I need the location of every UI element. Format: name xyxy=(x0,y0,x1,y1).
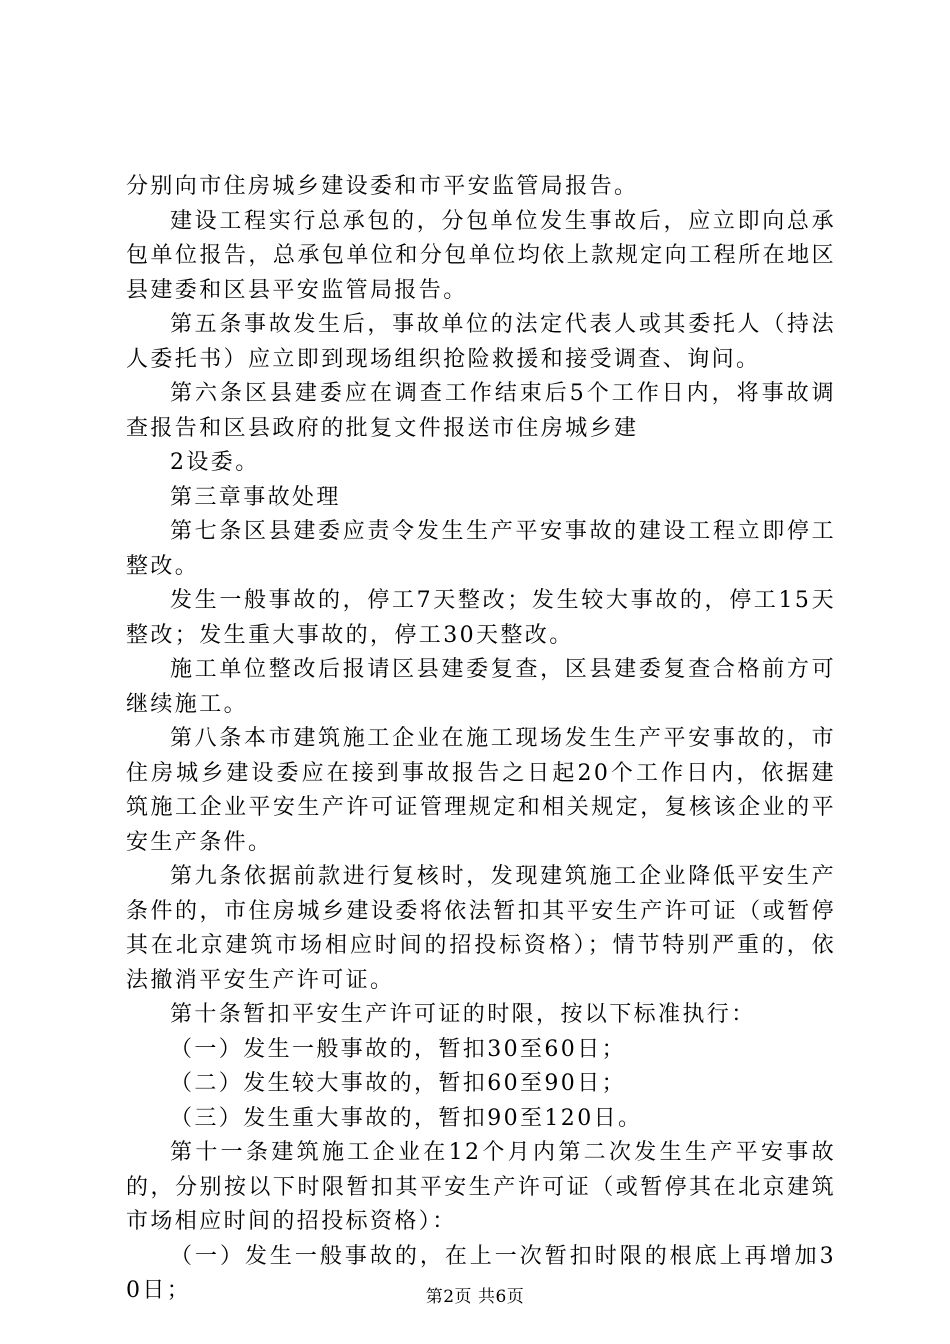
paragraph-12: 第十条暂扣平安生产许可证的时限，按以下标准执行： xyxy=(170,1002,756,1027)
paragraph-11: 第九条依据前款进行复核时，发现建筑施工企业降低平安生产条件的，市住房城乡建设委将依法暂扣其平安生产许可证（或暂停其在北京建筑市场相应时间的招投标资格）；情节特别严重的，依法撤消平安生产许可证。 xyxy=(126,864,836,993)
paragraph-1: 分别向市住房城乡建设委和市平安监管局报告。 xyxy=(126,174,639,199)
paragraph-9: 施工单位整改后报请区县建委复查，区县建委复查合格前方可继续施工。 xyxy=(126,657,836,717)
paragraph-3: 第五条事故发生后，事故单位的法定代表人或其委托人（持法人委托书）应立即到现场组织抢险救援和接受调查、询问。 xyxy=(126,312,836,372)
paragraph-10: 第八条本市建筑施工企业在施工现场发生生产平安事故的，市住房城乡建设委应在接到事故报告之日起20个工作日内，依据建筑施工企业平安生产许可证管理规定和相关规定，复核该企业的平安生产条件。 xyxy=(126,726,836,855)
paragraph-8: 发生一般事故的，停工7天整改；发生较大事故的，停工15天整改；发生重大事故的，停工30天整改。 xyxy=(126,588,836,648)
document-body xyxy=(126,170,836,1309)
paragraph-7: 第七条区县建委应责令发生生产平安事故的建设工程立即停工整改。 xyxy=(126,519,836,579)
list-item-1: （一）发生一般事故的，暂扣30至60日； xyxy=(170,1036,626,1062)
paragraph-4: 第六条区县建委应在调查工作结束后5个工作日内，将事故调查报告和区县政府的批复文件报送市住房城乡建 xyxy=(126,381,836,441)
page-number-footer: 第2页 共6页 xyxy=(425,1287,525,1307)
paragraph-5: 2设委。 xyxy=(170,450,260,475)
chapter-heading: 第三章事故处理 xyxy=(170,484,341,510)
list-item-4: （一）发生一般事故的，在上一次暂扣时限的根底上再增加30日； xyxy=(126,1243,836,1303)
list-item-3: （三）发生重大事故的，暂扣90至120日。 xyxy=(170,1105,643,1131)
paragraph-2: 建设工程实行总承包的，分包单位发生事故后，应立即向总承包单位报告，总承包单位和分包单位均依上款规定向工程所在地区县建委和区县平安监管局报告。 xyxy=(126,208,836,303)
paragraph-16: 第十一条建筑施工企业在12个月内第二次发生生产平安事故的，分别按以下时限暂扣其平安生产许可证（或暂停其在北京建筑市场相应时间的招投标资格）： xyxy=(126,1140,836,1234)
list-item-2: （二）发生较大事故的，暂扣60至90日； xyxy=(170,1071,626,1096)
